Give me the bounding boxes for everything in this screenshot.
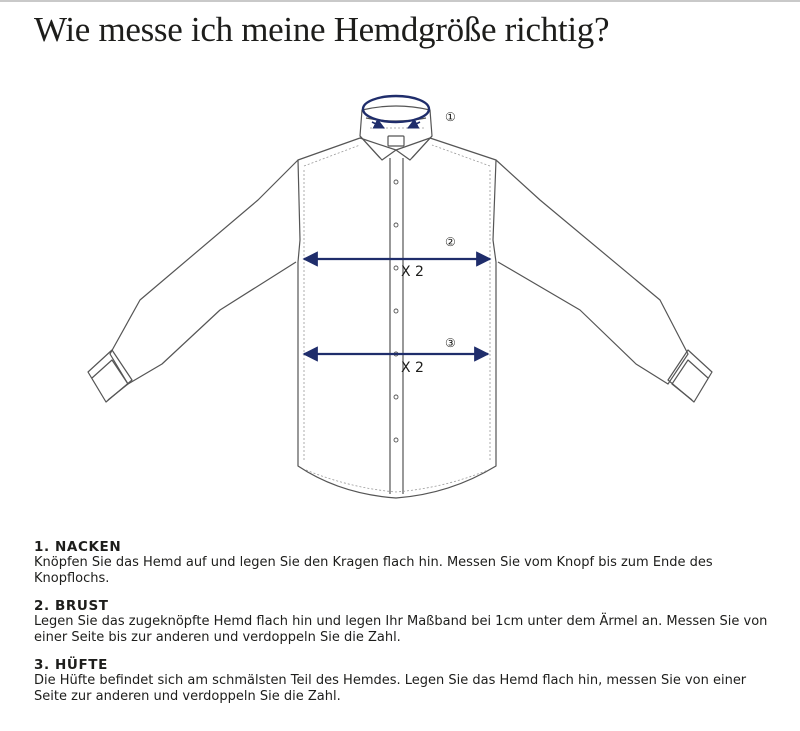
section-neck (34, 539, 774, 587)
buttons (394, 180, 398, 442)
page-title: Wie messe ich meine Hemdgröße richtig? (34, 10, 610, 49)
section-hip-text: Die Hüfte befindet sich am schmälsten Teil des Hemdes. Legen Sie das Hemd flach hin, messen Sie von einer Seite zur anderen und verdoppeln Sie die Zahl. (34, 673, 747, 704)
marker-chest: ② (445, 235, 456, 249)
neck-measure-loop (363, 96, 429, 128)
section-chest-text: Legen Sie das zugeknöpfte Hemd flach hin und legen Ihr Maßband bei 1cm unter dem Ärmel an. Messen Sie von einer Seite bis zur anderen und verdoppeln Sie die Zahl. (34, 614, 768, 645)
chest-multiplier-label: X 2 (401, 264, 424, 280)
shirt-outline (88, 106, 712, 498)
section-chest-heading: 2. BRUST (34, 598, 109, 614)
marker-neck: ① (445, 110, 456, 124)
instructions (34, 539, 774, 716)
section-hip (34, 657, 774, 705)
section-chest (34, 598, 774, 646)
marker-hip: ③ (445, 336, 456, 350)
hip-multiplier-label: X 2 (401, 360, 424, 376)
shirt-diagram (0, 80, 800, 520)
top-border (0, 0, 800, 2)
section-hip-heading: 3. HÜFTE (34, 657, 108, 673)
section-neck-heading: 1. NACKEN (34, 539, 122, 555)
section-neck-text: Knöpfen Sie das Hemd auf und legen Sie den Kragen flach hin. Messen Sie vom Knopf bis zum Ende des Knopflochs. (34, 555, 713, 586)
